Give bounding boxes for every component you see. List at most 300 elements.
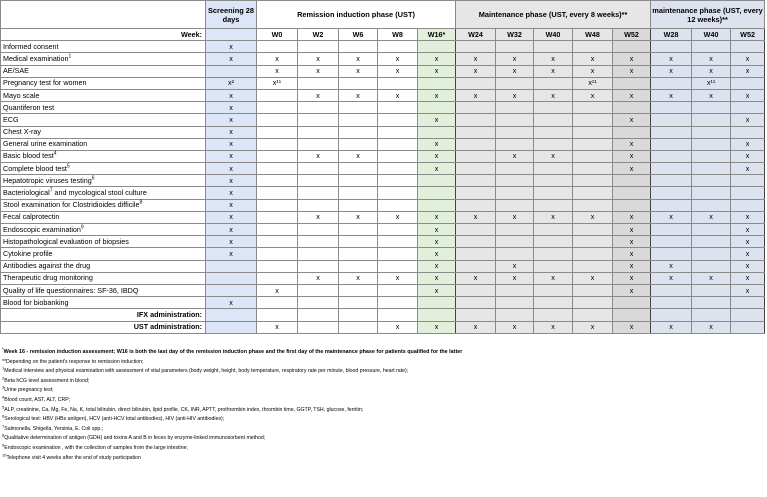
administration-cell: [731, 321, 765, 333]
schedule-cell: [534, 260, 573, 272]
footnote-text: Blood count, AST, ALT, CRP;: [4, 396, 71, 403]
schedule-cell: x: [206, 211, 257, 223]
schedule-cell: [692, 260, 731, 272]
activity-row: [1, 138, 765, 150]
schedule-cell: x: [573, 211, 613, 223]
activity-label: [1, 187, 206, 199]
activity-row: [1, 224, 765, 236]
activity-name: Therapeutic drug monitoring: [3, 273, 93, 283]
schedule-cell: x: [534, 53, 573, 65]
administration-cell: x: [651, 321, 692, 333]
schedule-cell: [496, 138, 534, 150]
schedule-cell: [378, 41, 418, 53]
activity-row: [1, 126, 765, 138]
schedule-cell: x: [456, 53, 496, 65]
week-row: [1, 29, 765, 41]
schedule-cell: [456, 248, 496, 260]
activity-name: Stool examination for Clostridioides difficile: [3, 200, 140, 210]
activity-label: [1, 65, 206, 77]
administration-cell: [339, 309, 378, 321]
schedule-cell: [378, 114, 418, 126]
schedule-cell: [257, 236, 298, 248]
schedule-cell: [692, 236, 731, 248]
activity-name: Histopathological evaluation of biopsies: [3, 236, 129, 246]
schedule-cell: [257, 199, 298, 211]
schedule-cell: x: [573, 89, 613, 101]
schedule-cell: [573, 41, 613, 53]
schedule-cell: x: [613, 248, 651, 260]
schedule-cell: x: [339, 150, 378, 162]
schedule-cell: x: [496, 272, 534, 284]
screening-header: Screening 28 days: [206, 1, 257, 29]
activity-row: [1, 187, 765, 199]
schedule-cell: [206, 65, 257, 77]
administration-cell: [613, 309, 651, 321]
schedule-cell: x: [206, 53, 257, 65]
activity-row: [1, 260, 765, 272]
schedule-cell: [456, 187, 496, 199]
schedule-cell: [534, 199, 573, 211]
administration-cell: x: [613, 321, 651, 333]
activity-name: Mayo scale: [3, 90, 40, 100]
schedule-cell: x: [418, 138, 456, 150]
schedule-cell: [456, 297, 496, 309]
activity-label: [1, 126, 206, 138]
week-cell: W24: [456, 29, 496, 41]
schedule-cell: [456, 224, 496, 236]
schedule-cell: x: [613, 224, 651, 236]
schedule-cell: [298, 41, 339, 53]
schedule-cell: [378, 150, 418, 162]
schedule-cell: [651, 297, 692, 309]
footnote-text: Week 16 - remission induction assessment; W16 is both the last day of the remission induction phase and the first day of the maintenance phase for patients qualified for the latter: [3, 349, 463, 355]
schedule-cell: [378, 77, 418, 89]
footnote-ref: 9: [80, 224, 84, 231]
schedule-cell: x: [418, 272, 456, 284]
schedule-cell: x: [206, 224, 257, 236]
footnote-text: Salmonella, Shigella, Yersinia, E. Coli spp.;: [4, 425, 104, 432]
schedule-cell: [534, 114, 573, 126]
schedule-cell: [573, 102, 613, 114]
footnote-ref: 4: [53, 151, 57, 158]
schedule-cell: x: [298, 150, 339, 162]
activity-label: [1, 199, 206, 211]
footnote: [2, 359, 762, 369]
schedule-cell: [692, 150, 731, 162]
administration-cell: [206, 321, 257, 333]
schedule-cell: [298, 260, 339, 272]
schedule-cell: x: [257, 53, 298, 65]
activity-name: Fecal calprotectin: [3, 212, 60, 222]
schedule-cell: [496, 297, 534, 309]
schedule-cell: [378, 163, 418, 175]
schedule-cell: [257, 114, 298, 126]
schedule-cell: [418, 77, 456, 89]
activity-name: Hepatotropic viruses testing: [3, 175, 92, 185]
maintenance-12w-header: maintenance phase (UST, every 12 weeks)**: [651, 1, 765, 29]
schedule-cell: [298, 236, 339, 248]
administration-cell: [206, 309, 257, 321]
footnote-text: Qualitative determination of antigen (GDH) and toxins A and B in feces by enzyme-linked immunosorbent method;: [4, 435, 266, 442]
schedule-cell: x: [298, 65, 339, 77]
activity-label: [1, 114, 206, 126]
administration-cell: x: [456, 321, 496, 333]
administration-cell: [573, 309, 613, 321]
activity-label: [1, 89, 206, 101]
schedule-cell: [496, 77, 534, 89]
schedule-cell: [534, 41, 573, 53]
schedule-cell: [651, 224, 692, 236]
schedule-cell: [692, 187, 731, 199]
week-label: Week:: [1, 29, 206, 41]
footnote-ref: 1: [68, 53, 72, 60]
schedule-cell: x: [692, 272, 731, 284]
schedule-cell: [496, 199, 534, 211]
schedule-cell: [298, 126, 339, 138]
schedule-cell: x: [613, 260, 651, 272]
activity-row: [1, 114, 765, 126]
footnote-marker: 1: [2, 365, 5, 371]
schedule-cell: [298, 114, 339, 126]
activity-label: [1, 236, 206, 248]
schedule-cell: x: [206, 199, 257, 211]
schedule-cell: x: [613, 236, 651, 248]
schedule-body: [1, 1, 765, 334]
schedule-cell: [378, 175, 418, 187]
schedule-cell: x: [651, 53, 692, 65]
schedule-cell: x: [298, 53, 339, 65]
schedule-cell: [613, 187, 651, 199]
schedule-cell: [651, 77, 692, 89]
schedule-cell: [257, 150, 298, 162]
schedule-cell: x: [456, 65, 496, 77]
schedule-cell: [257, 260, 298, 272]
administration-cell: x: [257, 321, 298, 333]
schedule-cell: [573, 260, 613, 272]
schedule-cell: x: [257, 65, 298, 77]
schedule-cell: x: [456, 89, 496, 101]
schedule-cell: [257, 163, 298, 175]
week-cell: W0: [257, 29, 298, 41]
footnote-marker: 7: [2, 423, 5, 429]
week-cell: W2: [298, 29, 339, 41]
schedule-cell: [257, 272, 298, 284]
schedule-cell: [378, 248, 418, 260]
footnote-ref: 7: [49, 187, 53, 194]
schedule-cell: x: [613, 53, 651, 65]
schedule-cell: x: [206, 150, 257, 162]
week-cell: W28: [651, 29, 692, 41]
schedule-cell: [692, 297, 731, 309]
schedule-cell: [378, 236, 418, 248]
schedule-cell: [651, 150, 692, 162]
schedule-cell: x: [613, 89, 651, 101]
schedule-cell: [339, 175, 378, 187]
schedule-cell: [456, 150, 496, 162]
schedule-cell: [731, 126, 765, 138]
schedule-cell: [496, 236, 534, 248]
schedule-cell: x: [534, 89, 573, 101]
activity-row: [1, 150, 765, 162]
schedule-cell: x: [206, 126, 257, 138]
schedule-cell: x: [496, 260, 534, 272]
schedule-cell: x: [692, 89, 731, 101]
schedule-cell: [257, 89, 298, 101]
schedule-cell: [534, 163, 573, 175]
activity-row: [1, 199, 765, 211]
schedule-cell: x: [613, 272, 651, 284]
schedule-cell: [456, 138, 496, 150]
schedule-cell: x: [298, 211, 339, 223]
activity-label: [1, 260, 206, 272]
schedule-cell: [692, 163, 731, 175]
schedule-cell: [378, 126, 418, 138]
schedule-cell: [298, 284, 339, 296]
schedule-cell: x: [378, 65, 418, 77]
schedule-cell: [651, 175, 692, 187]
schedule-cell: [456, 102, 496, 114]
schedule-cell: [257, 138, 298, 150]
schedule-cell: [339, 187, 378, 199]
administration-cell: [534, 309, 573, 321]
schedule-cell: x: [534, 211, 573, 223]
schedule-cell: [339, 41, 378, 53]
footnote: [2, 451, 762, 465]
schedule-cell: [651, 199, 692, 211]
schedule-cell: [496, 248, 534, 260]
schedule-cell: [298, 199, 339, 211]
schedule-cell: [534, 77, 573, 89]
schedule-cell: [339, 199, 378, 211]
activity-name: Basic blood test: [3, 151, 54, 161]
week-cell: W52: [731, 29, 765, 41]
activity-name: Medical examination: [3, 53, 69, 63]
schedule-cell: [651, 114, 692, 126]
schedule-cell: x: [731, 248, 765, 260]
footnotes: [2, 346, 762, 464]
schedule-cell: [496, 126, 534, 138]
schedule-cell: [692, 138, 731, 150]
schedule-cell: x: [731, 284, 765, 296]
schedule-cell: x: [418, 211, 456, 223]
schedule-cell: [731, 77, 765, 89]
footnote-marker: *: [2, 346, 4, 352]
schedule-cell: [206, 284, 257, 296]
activity-name: Quantiferon test: [3, 102, 55, 112]
schedule-cell: [573, 284, 613, 296]
activity-row: [1, 248, 765, 260]
schedule-cell: x: [651, 211, 692, 223]
footnote-marker: 6: [2, 413, 5, 419]
week-cell: [206, 29, 257, 41]
schedule-cell: [692, 102, 731, 114]
schedule-cell: x: [206, 248, 257, 260]
administration-cell: x: [496, 321, 534, 333]
schedule-cell: [534, 224, 573, 236]
schedule-cell: [378, 284, 418, 296]
schedule-cell: [339, 138, 378, 150]
footnote-marker: 9: [2, 442, 5, 448]
activity-row: [1, 102, 765, 114]
schedule-cell: [418, 199, 456, 211]
schedule-cell: x: [496, 211, 534, 223]
schedule-cell: x: [573, 272, 613, 284]
schedule-cell: x: [731, 53, 765, 65]
schedule-cell: [339, 260, 378, 272]
schedule-cell: x: [496, 53, 534, 65]
activity-row: [1, 163, 765, 175]
schedule-cell: [257, 175, 298, 187]
schedule-cell: [418, 102, 456, 114]
schedule-cell: x: [418, 89, 456, 101]
activity-row: [1, 77, 765, 89]
schedule-cell: [378, 138, 418, 150]
schedule-cell: x: [418, 236, 456, 248]
activity-label: [1, 297, 206, 309]
activity-row: [1, 297, 765, 309]
footnote: [2, 346, 762, 359]
schedule-cell: x: [613, 284, 651, 296]
schedule-cell: [534, 175, 573, 187]
footnote-text: Endoscopic examination , with the collection of samples from the large intestine;: [4, 444, 188, 451]
schedule-cell: x: [731, 163, 765, 175]
schedule-cell: [339, 163, 378, 175]
schedule-cell: x: [731, 89, 765, 101]
schedule-cell: x: [206, 163, 257, 175]
schedule-cell: x¹¹: [573, 77, 613, 89]
administration-cell: x: [378, 321, 418, 333]
schedule-cell: x: [456, 272, 496, 284]
activity-row: [1, 175, 765, 187]
schedule-cell: [206, 272, 257, 284]
schedule-cell: x: [651, 89, 692, 101]
schedule-cell: [534, 187, 573, 199]
schedule-cell: x: [731, 224, 765, 236]
administration-cell: [298, 309, 339, 321]
schedule-cell: x: [418, 224, 456, 236]
activity-label: [1, 284, 206, 296]
schedule-cell: [496, 163, 534, 175]
schedule-cell: [613, 102, 651, 114]
activity-row: [1, 41, 765, 53]
schedule-cell: [298, 138, 339, 150]
activity-name: Chest X-ray: [3, 127, 41, 137]
schedule-cell: [257, 211, 298, 223]
schedule-cell: [573, 175, 613, 187]
schedule-cell: [456, 163, 496, 175]
schedule-cell: x: [378, 53, 418, 65]
administration-cell: [731, 309, 765, 321]
schedule-cell: x: [339, 53, 378, 65]
activity-name: General urine examination: [3, 139, 88, 149]
schedule-cell: [692, 199, 731, 211]
schedule-cell: x: [731, 138, 765, 150]
activity-name: Pregnancy test for women: [3, 78, 87, 88]
schedule-cell: x: [731, 272, 765, 284]
maintenance-8w-header: Maintenance phase (UST, every 8 weeks)**: [456, 1, 651, 29]
activity-label: [1, 224, 206, 236]
week-cell: W52: [613, 29, 651, 41]
schedule-cell: x: [692, 65, 731, 77]
header-blank: [1, 1, 206, 29]
schedule-cell: x: [534, 150, 573, 162]
schedule-cell: x: [573, 53, 613, 65]
schedule-cell: [534, 138, 573, 150]
schedule-cell: [339, 126, 378, 138]
footnote: [2, 442, 762, 455]
administration-label: UST administration:: [1, 321, 206, 333]
schedule-cell: [339, 224, 378, 236]
footnote-marker: 10: [2, 451, 7, 457]
footnote-marker: 5: [2, 403, 5, 409]
schedule-cell: [573, 224, 613, 236]
activity-name: Blood for biobanking: [3, 297, 69, 307]
schedule-cell: [534, 297, 573, 309]
schedule-cell: [257, 102, 298, 114]
schedule-cell: [339, 284, 378, 296]
schedule-cell: [339, 248, 378, 260]
schedule-cell: [573, 236, 613, 248]
schedule-cell: x: [613, 65, 651, 77]
schedule-cell: [339, 102, 378, 114]
schedule-cell: [534, 236, 573, 248]
schedule-cell: x: [257, 284, 298, 296]
schedule-cell: [651, 41, 692, 53]
administration-cell: [692, 309, 731, 321]
schedule-cell: [298, 187, 339, 199]
schedule-cell: x: [651, 272, 692, 284]
activity-name: Complete blood test: [3, 163, 67, 173]
schedule-cell: [418, 126, 456, 138]
activity-row: [1, 53, 765, 65]
activity-row: [1, 89, 765, 101]
footnote-text: Urine pregnancy test;: [4, 387, 54, 394]
induction-phase-header: Remission induction phase (UST): [257, 1, 456, 29]
schedule-cell: [651, 236, 692, 248]
administration-cell: [339, 321, 378, 333]
schedule-cell: x: [206, 187, 257, 199]
activity-name: Cytokine profile: [3, 248, 53, 258]
activity-name-cont: and mycological stool culture: [52, 188, 147, 198]
schedule-cell: [613, 297, 651, 309]
week-cell: W8: [378, 29, 418, 41]
schedule-cell: [418, 187, 456, 199]
schedule-cell: x: [206, 41, 257, 53]
schedule-cell: [651, 102, 692, 114]
schedule-cell: [613, 41, 651, 53]
footnote-ref: 5: [66, 163, 70, 170]
activity-name: Antibodies against the drug: [3, 261, 91, 271]
administration-row: [1, 321, 765, 333]
footnote-ref: 8: [139, 199, 143, 206]
schedule-cell: [339, 297, 378, 309]
schedule-cell: [298, 175, 339, 187]
schedule-cell: [496, 175, 534, 187]
schedule-cell: x: [206, 138, 257, 150]
schedule-cell: [651, 248, 692, 260]
administration-cell: [418, 309, 456, 321]
schedule-cell: [573, 163, 613, 175]
schedule-cell: [456, 114, 496, 126]
schedule-cell: x: [651, 260, 692, 272]
schedule-cell: [496, 224, 534, 236]
footnote-marker: 2: [2, 375, 5, 381]
footnote-text: Beta hCG level assessment in blood;: [4, 377, 90, 384]
schedule-cell: [613, 199, 651, 211]
footnote-marker: 4: [2, 394, 5, 400]
schedule-cell: x: [418, 248, 456, 260]
administration-cell: [496, 309, 534, 321]
